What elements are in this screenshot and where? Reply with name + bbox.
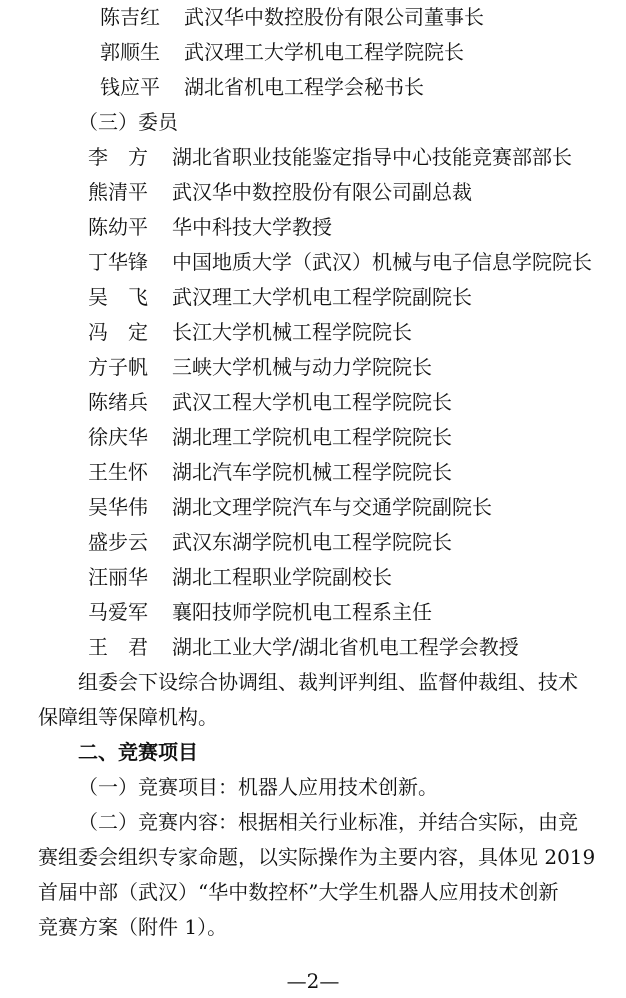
member-name: 李 方 xyxy=(88,145,148,169)
member-name: 吴 飞 xyxy=(88,285,148,309)
member-name: 汪丽华 xyxy=(88,565,148,589)
member-name: 陈绪兵 xyxy=(88,390,148,414)
member-role: 湖北理工学院机电工程学院院长 xyxy=(172,425,452,449)
member-name: 徐庆华 xyxy=(88,425,148,449)
page-number: —2— xyxy=(286,969,340,993)
member-name: 马爱军 xyxy=(88,600,148,624)
member-name: 王生怀 xyxy=(88,460,148,484)
member-role: 湖北工业大学/湖北省机电工程学会教授 xyxy=(172,635,519,659)
member-role: 湖北省机电工程学会秘书长 xyxy=(184,75,424,99)
member-name: 钱应平 xyxy=(100,75,160,99)
member-name: 王 君 xyxy=(88,635,148,659)
member-name: 冯 定 xyxy=(88,320,148,344)
member-role: 湖北文理学院汽车与交通学院副院长 xyxy=(172,495,492,519)
member-name: 盛步云 xyxy=(88,530,148,554)
member-role: 湖北省职业技能鉴定指导中心技能竞赛部部长 xyxy=(172,145,572,169)
member-role: 武汉工程大学机电工程学院院长 xyxy=(172,390,452,414)
member-name: 方子帆 xyxy=(88,355,148,379)
member-role: 襄阳技师学院机电工程系主任 xyxy=(172,600,432,624)
paragraph-line: 保障组等保障机构。 xyxy=(38,705,218,729)
member-name: 陈吉红 xyxy=(100,5,160,29)
member-role: 湖北汽车学院机械工程学院院长 xyxy=(172,460,452,484)
paragraph-line: 竞赛方案（附件 1）。 xyxy=(38,915,228,939)
member-name: 吴华伟 xyxy=(88,495,148,519)
member-role: 武汉理工大学机电工程学院副院长 xyxy=(172,285,472,309)
paragraph-line: 首届中部（武汉）“华中数控杯”大学生机器人应用技术创新 xyxy=(38,880,559,904)
member-role: 三峡大学机械与动力学院院长 xyxy=(172,355,432,379)
member-role: 华中科技大学教授 xyxy=(172,215,332,239)
paragraph-line: 赛组委会组织专家命题，以实际操作为主要内容，具体见 2019 xyxy=(38,845,596,869)
member-name: 丁华锋 xyxy=(88,250,148,274)
member-role: 武汉华中数控股份有限公司副总裁 xyxy=(172,180,472,204)
member-role: 武汉理工大学机电工程学院院长 xyxy=(184,40,464,64)
members-heading: （三）委员 xyxy=(78,110,178,134)
paragraph-line: （一）竞赛项目：机器人应用技术创新。 xyxy=(78,775,438,799)
member-name: 陈幼平 xyxy=(88,215,148,239)
section-heading: 二、竞赛项目 xyxy=(78,740,198,764)
member-name: 郭顺生 xyxy=(100,40,160,64)
member-role: 武汉东湖学院机电工程学院院长 xyxy=(172,530,452,554)
member-role: 湖北工程职业学院副校长 xyxy=(172,565,392,589)
member-role: 中国地质大学（武汉）机械与电子信息学院院长 xyxy=(172,250,592,274)
member-name: 熊清平 xyxy=(88,180,148,204)
member-role: 长江大学机械工程学院院长 xyxy=(172,320,412,344)
paragraph-line: 组委会下设综合协调组、裁判评判组、监督仲裁组、技术 xyxy=(78,670,578,694)
member-role: 武汉华中数控股份有限公司董事长 xyxy=(184,5,484,29)
paragraph-line: （二）竞赛内容：根据相关行业标准，并结合实际，由竞 xyxy=(78,810,578,834)
